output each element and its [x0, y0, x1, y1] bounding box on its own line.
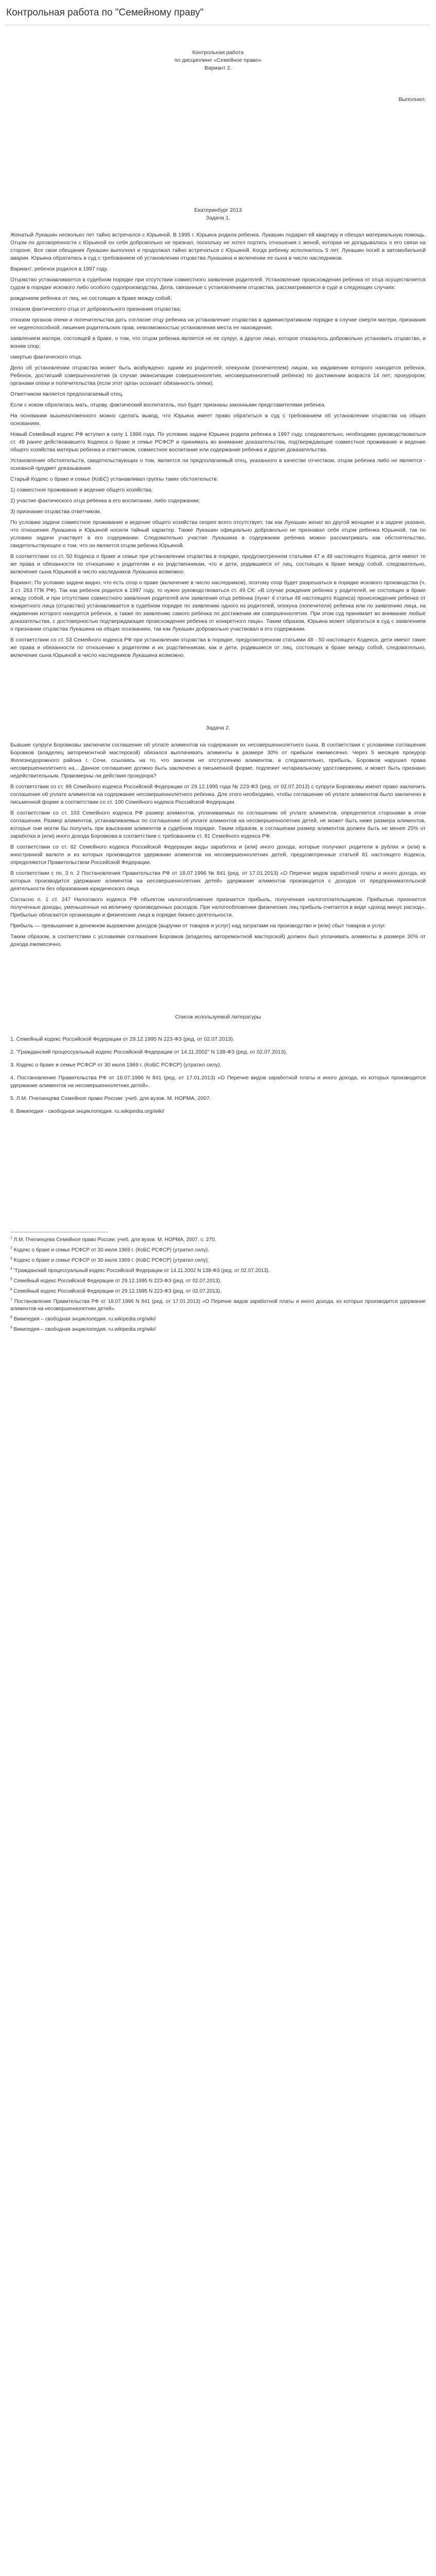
task2-paragraph: Бывшие супруги Боровковы заключили соглашение об уплате алиментов на содержание их несовершеннолетнего сына. В соответствии с условиями соглашения Боровков (владелец авторемонтной мастерской) обязался выплачивать алименты в размере 30% от прибыли ежемесячно. Через 5 месяцев прокурор Железнодорожного района г. Сочи, ссылаясь на то, что законом не отступлению алиментов, в следовательно, прибыль, Боровков нарушил права несовершеннолетнего на... Данное соглашение должно быть заключено в письменной форме, подлежит нотариальному удостоверению, и может быть признано недействительным. Правомерны ли действия прокурора? [10, 742, 426, 779]
task1-paragraph: 3) признание отцовства ответчиком. [10, 509, 101, 515]
task2-paragraph: В соответствии с пп. 3 п. 2 Постановления Правительства РФ от 18.07.1996 № 841 (ред. от 17.01.2013) «О Перечне видов заработной платы и иного дохода, из которых производится удержание алиментов на несовершеннолетних детей» удержание алиментов производится с доходов от предпринимательской деятельности без образования юридического лица. [10, 870, 426, 892]
footnote-item [10, 1247, 426, 1254]
task1-paragraph: Если с иском обратилась мать, отцову, фактический воспитатель, пол будет признаны законными представителями ребенка. [10, 402, 326, 408]
footnote-item [10, 1288, 426, 1295]
footnote-text: Кодекс о браке и семье РСФСР от 30 июля 1969 г. (КоБС РСФСР) (утратил силу). [12, 1258, 210, 1263]
footnote-text: Постановление Правительства РФ от 18.07.1996 N 841 (ред. от 17.01.2013) «О Перечне видов заработной платы и иного дохода, из которых производится удержание алиментов на несовершеннолетних детей». [10, 1299, 426, 1312]
bibliography-item: 1. Семейный кодекс Российской Федерации от 29.12.1995 N 223-ФЗ (ред. от 02.07.2013). [10, 1036, 235, 1042]
task1-paragraph: заявлением матери, состоящей в браке, о том, что отцом ребенка является не ее супруг, а другое лицо, которое отказалось добровольно установить отцовство, и воним спор; [10, 335, 426, 349]
task1-paragraph: Старый Кодекс о браке и семье (КоБС) устанавливал группы таких обстоятельств: [10, 476, 218, 482]
task1-paragraph: В соответствии со ст. 50 Кодекса о браке и семье при установлении отцовства в порядке, предусмотренном статьями 47 и 48 настоящего Кодекса, дети имеют те же права и обязанности по отношению к родителям и их родственникам, что и дети, родившиеся от лиц, состоящих в браке между собой, следовательно, включение сына Юрьиной в число наследников Лукашина возможно. [10, 553, 426, 575]
footnote-number: 9 [10, 1326, 12, 1330]
footnote-text: Л.М. Пчелинцева Семейное право России: учеб. для вузов. М. НОРМА, 2007. с. 270. [12, 1237, 216, 1243]
task1-paragraph: отказом органов опеки и попечительства дать согласие отцу ребенка на установление отцовства в административном порядке в случае смерти матери, признания ее недееспособной, лишения родительских прав, невозможностью установления места ее нахождения; [10, 317, 426, 331]
footnote-number: 7 [10, 1298, 12, 1302]
task2-title: Задача 2. [206, 725, 230, 731]
bibliography-item: 6. Википедия - свободная энциклопедия. ru.wikipedia.org/wiki/ [10, 1108, 165, 1114]
cover-performer: Выполнил: [398, 96, 426, 103]
task2-paragraph: Таким образом, в соответствии с условиями соглашения Боровков (владелец авторемонтной мастерской) должен был уплачивать алименты в размере 30% от дохода ежемесячно. [10, 934, 426, 947]
document-body [0, 25, 436, 1357]
cover-line-1: Контрольная работа [192, 49, 244, 56]
task1-body [10, 231, 426, 659]
task1-paragraph: смертью фактического отца. [10, 354, 82, 360]
footnote-number: 6 [10, 1287, 12, 1292]
bibliography-item: 3. Кодекс о браке и семье РСФСР от 30 июля 1969 г. (КоБС РСФСР) (утратил силу). [10, 1062, 222, 1068]
footnote-number: 8 [10, 1315, 12, 1319]
footnote-text: Семейный кодекс Российской Федерации от 29.12.1995 N 223-ФЗ (ред. от 02.07.2013). [12, 1278, 222, 1284]
footnote-item [10, 1326, 426, 1333]
task1-paragraph: Вариант: По условию задачи видно, что есть спор о праве (включение в число наследников), поэтому спор будет разрешаться в порядке искового производства (ч. 3 ст. 263 ГПК РФ). Так как ребенок родился в 1997 году, то нужно руководствоваться ст. 49 СК: «В случае рождения ребенка у родителей, не состоящих в браке между собой, и при отсутствии совместного заявления родителей или заявления отца ребенка (пункт 4 статьи 48 настоящего Кодекса) происхождение ребенка от конкретного лица (отцовство) устанавливается в судебном порядке по заявлению одного из родителей, опекуна (попечителя) ребенка или по заявлению лица, на иждивении которого находится ребенок, а также по заявлению самого ребенка по достижении им совершеннолетия. При этом суд принимает во внимание любые доказательства, с достоверностью подтверждающие происхождение ребенка от конкретного лица». Таким образом, Юрьина может обратиться в суд с заявлением о признании отцовства Лукашина на общих основаниях, так как Лукашин добровольно участвовал в его содержании. [10, 580, 426, 632]
task1-paragraph: Женатый Лукашин несколько лет тайно встречался с Юрьиной. В 1995 г. Юрьина родила ребенка. Лукашин подарил ей квартиру и обещал материальную помощь. Отцом по договоренности с Юрьиной он себя добровольно не признал, поскольку не хотел портить отношения с женой, которая не догадывалась о его связи на стороне. Все свои обещания Лукашин выполнял и продолжал тайно встречаться с Юрьиной. Когда ребенку исполнилось 5 лет, Лукашин погиб в автомобильной аварии. Юрьина обратилась в суд с требованием об установлении отцовства Лукашина и включении ее сына в число наследников. [10, 232, 426, 261]
task2-paragraph: В соответствии со ст. 99 Семейного кодекса Российской Федерации от 29.12.1995 года № 223-ФЗ (ред. от 02.07.2013) с супруги Боровковы имеют право заключить соглашение об уплате алиментов на содержание несовершеннолетнего ребенка. Для этого необходимо, чтобы соглашение об уплате алиментов было заключено в письменной форме в соответствии со ст. 100 Семейного кодекса Российской Федерации. [10, 784, 426, 805]
bibliography-list [10, 1036, 426, 1115]
bibliography-item: 2. "Гражданский процессуальный кодекс Российской Федерации от 14.11.2002" N 138-ФЗ (ред. от 02.07.2013). [10, 1049, 287, 1055]
task1-paragraph: На основании вышеизложенного можно сделать вывод, что Юрьина имеет право обратиться в суд с требованием об установлении отцовства на общих основаниях. [10, 413, 426, 427]
bibliography-title: Список используемой литературы [175, 1014, 261, 1020]
task1-paragraph: Отцовство устанавливается в судебном порядке при отсутствии совместного заявления родителей. Установление происхождения ребенка от отца осуществляется судом в порядке искового либо особого судопроизводства. Дела, связанные с установлением отцовства, рассматриваются в суде в следующих случаях: [10, 277, 426, 291]
task1-paragraph: В соответствии со ст. 53 Семейного кодекса РФ при установлении отцовства в порядке, предусмотренном статьями 48 - 50 настоящего Кодекса, дети имеют такие же права и обязанности по отношению к родителям и их родственникам, как и дети, родившиеся от лиц, состоящих в браке между собой, следовательно, включение сына Юрьиной в число наследников Лукашина возможно. [10, 637, 426, 658]
footnotes-list [10, 1236, 426, 1333]
task1-paragraph: рождением ребенка от лиц, не состоящих в браке между собой; [10, 295, 172, 301]
footnote-item [10, 1278, 426, 1285]
task2-body [10, 741, 426, 948]
cover-line-2: по дисциплине «Семейное право» [175, 57, 261, 63]
footnote-number: 5 [10, 1277, 12, 1281]
bibliography-item: 5. Л.М. Пчелинцева Семейное право России: учеб. для вузов. М. НОРМА, 2007. [10, 1095, 211, 1101]
cover-variant: Вариант 2. [204, 65, 232, 71]
footnote-number: 1 [10, 1236, 12, 1240]
footnote-text: Википедия – свободная энциклопедия. ru.wikipedia.org/wiki/ [12, 1327, 156, 1332]
footnote-number: 2 [10, 1246, 12, 1250]
task1-paragraph: Новый Семейный кодекс РФ вступил в силу 1 1996 года. По условию задачи Юрьина родила ребенка в 1997 году, следовательно, необходимо руководствоваться ст. 49 ранее действовавшего Кодекса о браке и семье РСФСР и принимать во внимание доказательства, подтверждающие совместное проживание и ведение общего хозяйства матерью ребенка и ответчиком, совместное воспитание или содержание ребенка и другие доказательства. [10, 431, 426, 453]
task1-title: Задача 1. [206, 215, 230, 221]
bibliography-item: 4. Постановление Правительства РФ от 18.07.1996 N 841 (ред. от 17.01.2013) «О Перечне видов заработной платы и иного дохода, из которых производится удержание алиментов на несовершеннолетних детей». [10, 1075, 426, 1089]
task1-paragraph: 1) совместное проживание и ведение общего хозяйства; [10, 487, 153, 493]
footnote-text: "Гражданский процессуальный кодекс Российской Федерации от 14.11.2002 N 138-ФЗ (ред. от 02.07.2013). [12, 1268, 270, 1274]
task1-paragraph: Отметчиком является предполагаемый отец. [10, 391, 124, 397]
footnote-number: 3 [10, 1257, 12, 1261]
task1-paragraph: 2) участие фактического отца ребенка в его воспитании, либо содержании; [10, 498, 200, 504]
footnote-item [10, 1257, 426, 1264]
task2-paragraph: В соответствии со ст. 82 Семейного кодекса Российской Федерации виды заработка и (или) иного дохода, которые получают родители в рублях и (или) в иностранной валюте и из которых производится удержание алиментов на несовершеннолетних детей, предусмотренные статьей 81 настоящего Кодекса, определяются Правительством Российской Федерации. [10, 844, 426, 866]
task2-paragraph: Прибыль — превышение в денежном выражении доходов (выручки от товаров и услуг) над затратами на производство и (или) сбыт товаров и услуг. [10, 923, 386, 929]
task1-paragraph: отказом фактического отца от добровольного признания отцовства; [10, 306, 181, 312]
cover-city-year: Екатеринбург 2013 [194, 207, 242, 213]
task2-paragraph: Согласно п. 1 ст. 247 Налогового кодекса РФ объектом налогообложения признается прибыль, полученная налогоплательщиком. Прибылью признается полученные доходы, уменьшенные на величину произведенных расходов. При налогообложении физических лиц прибыль считается в виде «доход минус расход». Прибылью облагаются организации и физические лица в порядке бизнес-деятельности. [10, 896, 426, 918]
footnote-text: Википедия – свободная энциклопедия. ru.wikipedia.org/wiki/ [12, 1316, 156, 1322]
task1-paragraph: Вариант: ребенок родился в 1997 году. [10, 266, 108, 272]
footnote-item [10, 1267, 426, 1275]
footnote-number: 4 [10, 1267, 12, 1271]
footnote-item [10, 1316, 426, 1323]
task2-paragraph: В соответствии со ст. 103 Семейного кодекса РФ размер алиментов, уплачиваемых по соглашению об уплате алиментов, определяется сторонами в этом соглашении. Размер алиментов, устанавливаемых по соглашению об уплате алиментов на несовершеннолетних детей, не может быть ниже размера алиментов, которые они могли бы получить при взыскании алиментов в судебном порядке. Таким образом, в соглашении размер алиментов должен быть не менее 25% от заработка и (или) иного дохода Боровкова в соответствии с требованием ст. 81 Семейного кодекса РФ. [10, 810, 426, 839]
task1-paragraph: По условию задачи совместное проживание и ведение общего хозяйства скорее всего отсутствует, так как Лукашин женат во другой женщине и в задаче указано, что отношения Лукашина и Юрьиной носили тайный характер. Также Лукашин официально добровольно не признавал себя отцом ребенка Юрьиной, так по условию задачи участвует в его содержании. Следовательно участие Лукашина в содержании ребенка можно рассматривать как обстоятельство, свидетельствующее о том, что он является отцом ребенка Юрьиной. [10, 519, 426, 549]
footnote-item [10, 1236, 426, 1244]
footnote-text: Семейный кодекс Российской Федерации от 29.12.1995 N 223-ФЗ (ред. от 02.07.2013). [12, 1289, 222, 1294]
footnote-text: Кодекс о браке и семье РСФСР от 30 июля 1969 г. (КоБС РСФСР) (утратил силу). [12, 1247, 210, 1253]
footnote-item [10, 1298, 426, 1313]
page-title: Контрольная работа по "Семейному праву" [6, 7, 204, 18]
task1-paragraph: Дело об установлении отцовства может быть возбуждено: одним из родителей; опекуном (попечителем) лицом, на иждивении которого находится ребенок. Ребенок, достигший совершеннолетия (в случае эмансипации совершеннолетия, несовершеннолетний ребенок) по достижении возраста 14 лет; прокурором; органами опеки и попечительства (если этот орган осознает обязанность опеки). [10, 365, 426, 386]
task1-paragraph: Установление обстоятельств, свидетельствующих о том, является ли предполагаемый отец, указанного в качестве отчеством, отцом ребенка либо не является - основной предмет доказывания. [10, 457, 426, 471]
